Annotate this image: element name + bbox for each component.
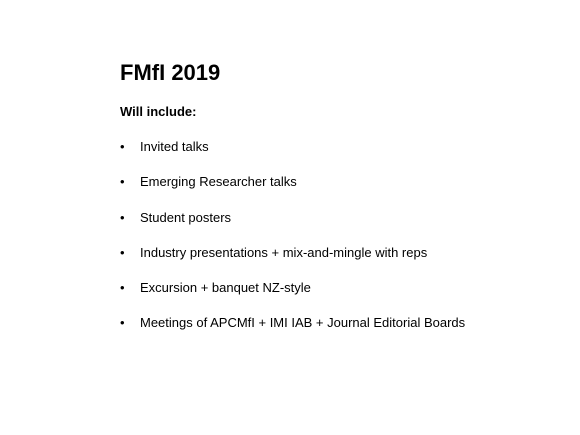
bullet-dot: •: [120, 315, 125, 331]
bullet-item: [120, 280, 465, 315]
bullet-text: Emerging Researcher talks: [140, 174, 297, 190]
slide-intro: Will include:: [120, 104, 197, 119]
bullet-dot: •: [120, 280, 125, 296]
bullet-text: Industry presentations + mix-and-mingle with reps: [140, 244, 428, 260]
bullet-text: Excursion + banquet NZ-style: [140, 280, 311, 296]
bullet-item: [120, 139, 465, 174]
bullet-dot: •: [120, 244, 125, 260]
bullet-text: Invited talks: [140, 139, 209, 154]
bullet-dot: •: [120, 139, 125, 154]
bullet-text: Student posters: [140, 209, 232, 225]
bullet-item: [120, 174, 465, 209]
bullet-list: [120, 139, 465, 351]
bullet-item: [120, 245, 465, 280]
slide-title: FMfI 2019: [120, 60, 221, 85]
bullet-text: Meetings of APCMfI + IMI IAB + Journal Editorial Boards: [140, 315, 466, 331]
bullet-item: [120, 315, 465, 350]
bullet-dot: •: [120, 174, 125, 190]
bullet-item: [120, 210, 465, 245]
bullet-dot: •: [120, 209, 125, 225]
